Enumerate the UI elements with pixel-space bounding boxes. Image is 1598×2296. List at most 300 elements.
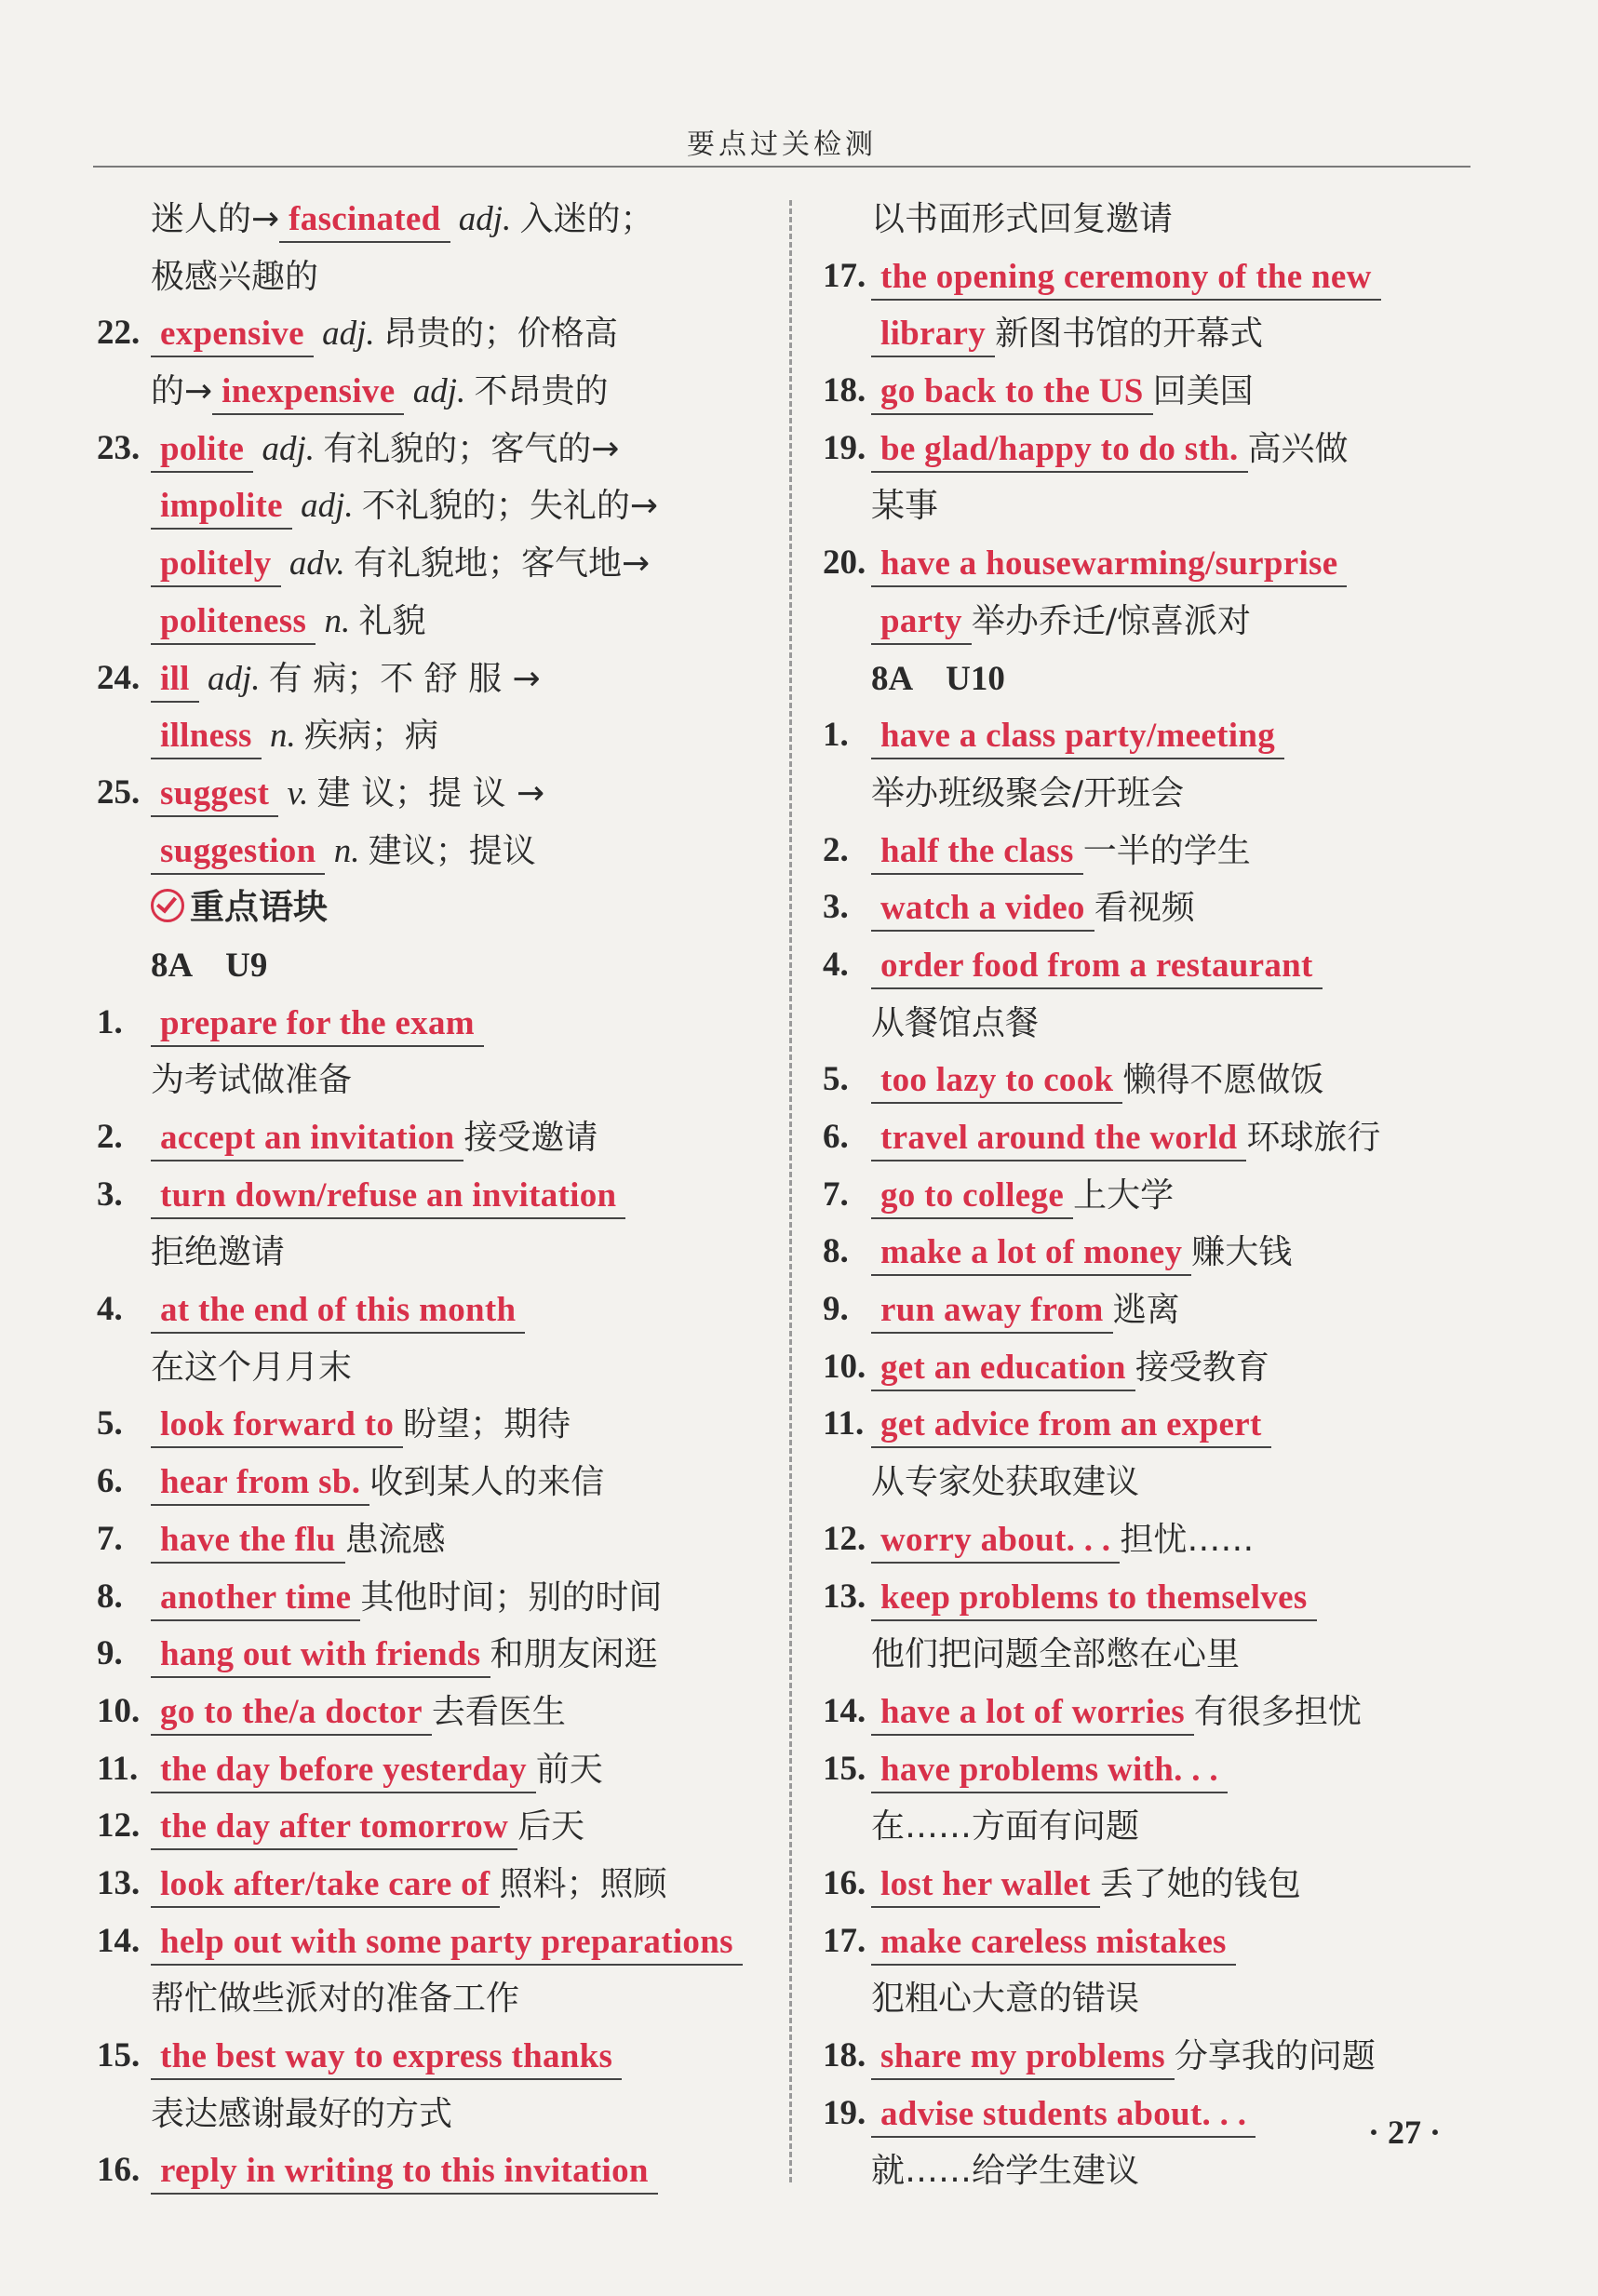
entry-text <box>151 1856 667 1913</box>
answer-blank: make a lot of money <box>871 1231 1191 1276</box>
entry-text <box>871 421 1349 477</box>
answer-blank: advise students about. . . <box>871 2093 1256 2138</box>
entry-text <box>151 1224 285 1281</box>
entry-text <box>871 2142 1139 2199</box>
item-number: 1. <box>823 716 849 755</box>
item-number: 24. <box>97 658 141 697</box>
answer-blank: have the flu <box>151 1519 345 1564</box>
entry-text <box>151 421 619 477</box>
entry-line <box>97 248 756 306</box>
entry-text <box>871 1454 1139 1511</box>
chinese-gloss: 迷人的→ <box>151 200 280 238</box>
entry-line <box>823 477 1485 535</box>
chinese-gloss: 建议；提议 <box>368 831 536 870</box>
answer-blank: look forward to <box>151 1403 403 1448</box>
entry-text <box>871 937 1323 993</box>
item-number: 11. <box>823 1404 865 1443</box>
entry-text <box>151 707 438 764</box>
answer-blank: suggestion <box>151 830 325 875</box>
item-number: 10. <box>823 1347 866 1386</box>
item-number: 12. <box>823 1519 866 1558</box>
chinese-gloss: 昂贵的；价格高 <box>383 315 618 354</box>
entry-line <box>823 1511 1485 1569</box>
answer-blank: illness <box>151 715 262 759</box>
answer-blank: have problems with. . . <box>871 1749 1228 1793</box>
answer-blank: too lazy to cook <box>871 1059 1122 1104</box>
item-number: 4. <box>97 1290 123 1329</box>
item-number: 16. <box>97 2151 141 2190</box>
entry-line <box>823 305 1485 363</box>
answer-blank: hang out with friends <box>151 1633 490 1678</box>
answer-blank: run away from <box>871 1289 1113 1334</box>
answer-blank: go back to the US <box>871 370 1153 415</box>
answer-blank: expensive <box>151 313 314 357</box>
chinese-gloss: 看视频 <box>1094 889 1195 928</box>
item-number: 10. <box>97 1691 141 1730</box>
part-of-speech: adv. <box>280 544 354 584</box>
answer-blank: get an education <box>871 1347 1135 1391</box>
answer-blank: have a lot of worries <box>871 1691 1194 1736</box>
entry-text <box>151 1282 525 1337</box>
entry-text <box>871 248 1381 304</box>
entry-text <box>151 1109 598 1166</box>
item-number: 15. <box>823 1749 866 1788</box>
entry-text <box>151 937 267 994</box>
entry-line <box>97 477 756 535</box>
part-of-speech: adj. <box>450 200 520 238</box>
answer-blank: suggest <box>151 772 278 817</box>
entry-text <box>871 879 1195 936</box>
item-number: 5. <box>97 1404 123 1443</box>
item-number: 7. <box>97 1519 123 1558</box>
chinese-gloss: 分享我的问题 <box>1174 2037 1376 2075</box>
entry-line <box>97 1913 756 1971</box>
entry-text <box>871 651 1005 707</box>
entry-text <box>871 1856 1301 1913</box>
entry-line <box>823 1167 1485 1225</box>
entry-text <box>871 1684 1362 1740</box>
entry-line <box>97 1741 756 1799</box>
entry-line <box>97 1282 756 1339</box>
item-number: 18. <box>823 371 866 410</box>
chinese-gloss: 举办班级聚会/开班会 <box>871 773 1185 812</box>
entry-line <box>97 995 756 1053</box>
answer-blank: order food from a restaurant <box>871 945 1323 989</box>
entry-line <box>97 421 756 478</box>
answer-blank: worry about. . . <box>871 1519 1120 1564</box>
answer-blank: the opening ceremony of the new <box>871 256 1381 301</box>
page-header: 要点过关检测 <box>687 128 877 161</box>
section-title: 重点语块 <box>190 887 328 928</box>
entry-text <box>151 363 608 420</box>
chinese-gloss: 疾病；病 <box>304 717 439 756</box>
entry-text <box>871 2086 1256 2142</box>
entry-line <box>823 823 1485 880</box>
item-number: 3. <box>97 1175 123 1214</box>
entry-line <box>97 2028 756 2086</box>
entry-text <box>871 707 1284 763</box>
chinese-gloss: 和朋友闲逛 <box>490 1635 658 1674</box>
entry-line <box>97 1454 756 1511</box>
entry-line <box>97 1109 756 1167</box>
entry-text <box>871 535 1347 591</box>
chinese-gloss: 拒绝邀请 <box>151 1233 286 1272</box>
chinese-gloss: 患流感 <box>344 1520 446 1559</box>
entry-text <box>151 823 536 879</box>
answer-blank: the day after tomorrow <box>151 1806 517 1850</box>
chinese-gloss: 不昂贵的 <box>474 372 609 411</box>
chinese-gloss: 担忧…… <box>1120 1520 1255 1559</box>
chinese-gloss: 照料；照顾 <box>499 1864 667 1903</box>
answer-blank: politely <box>151 543 281 587</box>
answer-blank: share my problems <box>871 2035 1175 2080</box>
entry-line <box>97 1684 756 1741</box>
entry-text <box>151 1511 446 1568</box>
entry-text <box>871 1167 1174 1224</box>
entry-text <box>871 1741 1228 1797</box>
entry-text <box>151 1798 584 1855</box>
item-number: 6. <box>823 1118 849 1156</box>
answer-blank: travel around the world <box>871 1117 1246 1161</box>
chinese-gloss: 高兴做 <box>1247 429 1349 468</box>
chinese-gloss: 有 病；不 舒 服 → <box>268 659 541 698</box>
chinese-gloss: 举办乔迁/惊喜派对 <box>971 601 1251 640</box>
answer-blank: prepare for the exam <box>151 1002 484 1047</box>
unit-heading: 8A U10 <box>871 659 1005 698</box>
answer-blank: inexpensive <box>212 370 404 415</box>
entry-text <box>151 1741 603 1798</box>
entry-text <box>151 651 541 707</box>
part-of-speech: v. <box>278 773 317 812</box>
entry-text <box>871 1282 1180 1338</box>
entry-text <box>871 1798 1139 1855</box>
part-of-speech: n. <box>261 717 304 756</box>
entry-text <box>151 765 544 822</box>
answer-blank: polite <box>151 428 253 473</box>
page-number: · 27 · <box>1368 2114 1442 2151</box>
entry-line <box>97 1339 756 1397</box>
entry-line <box>97 1167 756 1225</box>
answer-blank: help out with some party preparations <box>151 1921 743 1966</box>
entry-line <box>823 1684 1485 1741</box>
chinese-gloss: 以书面形式回复邀请 <box>871 200 1174 238</box>
entry-text <box>871 363 1254 420</box>
part-of-speech: adj. <box>291 487 362 526</box>
entry-line <box>97 823 756 880</box>
item-number: 13. <box>823 1577 866 1616</box>
item-number: 3. <box>823 888 849 927</box>
entry-text <box>151 248 318 305</box>
entry-text <box>151 1626 658 1683</box>
entry-line <box>823 651 1485 708</box>
entry-line <box>823 1109 1485 1167</box>
chinese-gloss: 接受邀请 <box>463 1119 598 1157</box>
item-number: 2. <box>823 830 849 869</box>
entry-line <box>823 1396 1485 1454</box>
chinese-gloss: 帮忙做些派对的准备工作 <box>151 1980 520 2019</box>
chinese-gloss: 新图书馆的开幕式 <box>995 315 1264 354</box>
entry-text <box>871 1339 1269 1396</box>
entry-line <box>823 1052 1485 1109</box>
item-number: 16. <box>823 1863 866 1902</box>
answer-blank: look after/take care of <box>151 1863 500 1908</box>
answer-blank: have a class party/meeting <box>871 715 1284 759</box>
check-icon <box>151 889 184 922</box>
entry-line <box>823 535 1485 593</box>
chinese-gloss: 建 议；提 议 → <box>316 773 545 812</box>
answer-blank: the day before yesterday <box>151 1749 536 1793</box>
entry-line <box>823 1856 1485 1913</box>
entry-line <box>97 305 756 363</box>
chinese-gloss: 一半的学生 <box>1082 831 1251 870</box>
answer-blank: lost her wallet <box>871 1863 1100 1908</box>
entry-text <box>151 1684 566 1740</box>
entry-line <box>823 1626 1485 1684</box>
entry-line <box>823 248 1485 306</box>
entry-text <box>151 2086 452 2142</box>
answer-blank: get advice from an expert <box>871 1403 1271 1448</box>
item-number: 11. <box>97 1749 139 1788</box>
item-number: 15. <box>97 2036 141 2074</box>
entry-text <box>871 823 1251 879</box>
answer-blank: have a housewarming/surprise <box>871 543 1347 587</box>
entry-line <box>97 593 756 651</box>
entry-line <box>97 2086 756 2143</box>
entry-line <box>97 1052 756 1109</box>
entry-line <box>97 2142 756 2200</box>
entry-line <box>823 707 1485 765</box>
item-number: 8. <box>97 1577 123 1616</box>
entry-text <box>151 995 484 1051</box>
entry-line <box>97 1511 756 1569</box>
item-number: 13. <box>97 1863 141 1902</box>
entry-text <box>151 1339 352 1396</box>
answer-blank: impolite <box>151 485 292 530</box>
chinese-gloss: 的→ <box>151 372 213 411</box>
entry-line <box>823 191 1485 248</box>
item-number: 19. <box>823 2093 866 2132</box>
entry-line <box>97 879 756 937</box>
entry-text <box>871 1396 1271 1452</box>
entry-text <box>151 1052 352 1108</box>
answer-blank: keep problems to themselves <box>871 1577 1317 1621</box>
chinese-gloss: 入迷的； <box>519 200 654 238</box>
answer-blank: another time <box>151 1577 360 1621</box>
answer-blank: accept an invitation <box>151 1117 463 1161</box>
entry-line <box>823 937 1485 995</box>
answer-blank: hear from sb. <box>151 1461 369 1506</box>
item-number: 25. <box>97 772 141 812</box>
entry-line <box>823 1569 1485 1627</box>
entry-text <box>871 1626 1240 1683</box>
answer-blank: be glad/happy to do sth. <box>871 428 1248 473</box>
entry-text <box>871 1970 1139 2027</box>
chinese-gloss: 从专家处获取建议 <box>871 1463 1140 1502</box>
entry-text <box>871 765 1184 822</box>
part-of-speech: adj. <box>253 429 324 468</box>
chinese-gloss: 有礼貌地；客气地→ <box>354 544 651 584</box>
entry-line <box>97 1396 756 1454</box>
entry-line <box>97 651 756 708</box>
answer-blank: go to the/a doctor <box>151 1691 432 1736</box>
item-number: 7. <box>823 1175 849 1214</box>
entry-line <box>97 1970 756 2028</box>
entry-text <box>151 305 618 362</box>
entry-line <box>823 1224 1485 1282</box>
item-number: 6. <box>97 1462 123 1501</box>
chinese-gloss: 极感兴趣的 <box>151 257 319 296</box>
entry-text <box>871 593 1251 650</box>
entry-text <box>151 1167 625 1223</box>
item-number: 23. <box>97 428 141 467</box>
entry-text <box>871 1511 1254 1568</box>
entry-line <box>823 1454 1485 1511</box>
entry-text <box>871 2028 1376 2085</box>
answer-blank: the best way to express thanks <box>151 2035 622 2080</box>
entry-line <box>823 1798 1485 1856</box>
answer-blank: party <box>871 600 972 645</box>
chinese-gloss: 丢了她的钱包 <box>1099 1864 1301 1903</box>
item-number: 2. <box>97 1118 123 1156</box>
part-of-speech: adj. <box>313 315 383 354</box>
part-of-speech: n. <box>325 831 369 870</box>
entry-text <box>151 593 425 650</box>
chinese-gloss: 不礼貌的；失礼的→ <box>361 487 659 526</box>
chinese-gloss: 后天 <box>517 1807 585 1846</box>
entry-text <box>151 1569 662 1626</box>
entry-text <box>151 879 328 935</box>
item-number: 9. <box>823 1290 849 1329</box>
chinese-gloss: 逃离 <box>1112 1291 1180 1330</box>
entry-line <box>97 765 756 823</box>
entry-line <box>823 765 1485 823</box>
chinese-gloss: 他们把问题全部憋在心里 <box>871 1635 1241 1674</box>
answer-blank: fascinated <box>279 198 450 243</box>
entry-line <box>823 1913 1485 1971</box>
chinese-gloss: 有很多担忧 <box>1193 1692 1362 1731</box>
entry-text <box>871 305 1263 362</box>
item-number: 17. <box>823 1921 866 1960</box>
entry-text <box>151 2142 658 2198</box>
chinese-gloss: 接受教育 <box>1135 1348 1269 1387</box>
entry-line <box>823 1339 1485 1397</box>
item-number: 14. <box>823 1691 866 1730</box>
item-number: 17. <box>823 256 866 295</box>
item-number: 19. <box>823 428 866 467</box>
item-number: 5. <box>823 1060 849 1099</box>
chinese-gloss: 前天 <box>535 1750 603 1789</box>
answer-blank: at the end of this month <box>151 1289 525 1334</box>
chinese-gloss: 收到某人的来信 <box>369 1463 605 1502</box>
entry-line <box>823 995 1485 1053</box>
chinese-gloss: 盼望；期待 <box>403 1405 571 1444</box>
chinese-gloss: 在这个月月末 <box>151 1348 353 1387</box>
item-number: 9. <box>97 1634 123 1673</box>
entry-line <box>97 1626 756 1684</box>
entry-line <box>97 1856 756 1913</box>
entry-line <box>823 363 1485 421</box>
chinese-gloss: 去看医生 <box>431 1692 566 1731</box>
answer-blank: ill <box>151 658 199 703</box>
entry-line <box>97 937 756 995</box>
item-number: 1. <box>97 1002 123 1041</box>
chinese-gloss: 懒得不愿做饭 <box>1122 1061 1324 1100</box>
entry-line <box>97 1224 756 1282</box>
entry-line <box>823 1741 1485 1799</box>
part-of-speech: n. <box>316 601 359 640</box>
answer-blank: library <box>871 313 995 357</box>
item-number: 18. <box>823 2036 866 2074</box>
left-column <box>97 191 756 2200</box>
entry-line <box>97 1569 756 1627</box>
entry-line <box>97 707 756 765</box>
entry-text <box>871 191 1173 248</box>
chinese-gloss: 回美国 <box>1152 372 1254 411</box>
entry-text <box>151 1970 519 2027</box>
entry-text <box>871 1224 1292 1281</box>
chinese-gloss: 有礼貌的；客气的→ <box>323 429 620 468</box>
entry-line <box>97 1798 756 1856</box>
entry-line <box>823 2028 1485 2086</box>
entry-text <box>871 477 938 534</box>
answer-blank: half the class <box>871 830 1083 875</box>
entry-text <box>871 1913 1236 1969</box>
answer-blank: turn down/refuse an invitation <box>151 1175 625 1219</box>
answer-blank: make careless mistakes <box>871 1921 1236 1966</box>
entry-line <box>823 879 1485 937</box>
part-of-speech: adj. <box>198 659 269 698</box>
entry-text <box>151 1396 571 1453</box>
answer-blank: politeness <box>151 600 316 645</box>
chinese-gloss: 上大学 <box>1073 1175 1175 1215</box>
item-number: 22. <box>97 314 141 353</box>
entry-line <box>823 1282 1485 1339</box>
item-number: 12. <box>97 1806 141 1846</box>
item-number: 20. <box>823 544 866 583</box>
entry-line <box>823 593 1485 651</box>
chinese-gloss: 犯粗心大意的错误 <box>871 1980 1140 2019</box>
part-of-speech: adj. <box>404 372 475 411</box>
entry-line <box>823 1970 1485 2028</box>
entry-text <box>151 191 654 248</box>
chinese-gloss: 就……给学生建议 <box>871 2152 1140 2191</box>
entry-text <box>151 1454 604 1511</box>
chinese-gloss: 赚大钱 <box>1191 1233 1293 1272</box>
item-number: 14. <box>97 1921 141 1960</box>
entry-line <box>97 363 756 421</box>
entry-text <box>151 477 658 534</box>
entry-text <box>151 1913 743 1969</box>
entry-line <box>97 535 756 593</box>
entry-line <box>97 191 756 248</box>
right-column <box>823 191 1485 2200</box>
column-divider <box>789 200 792 2182</box>
entry-text <box>151 535 650 592</box>
chinese-gloss: 从餐馆点餐 <box>871 1003 1040 1042</box>
entry-text <box>871 995 1039 1052</box>
chinese-gloss: 为考试做准备 <box>151 1061 353 1100</box>
item-number: 8. <box>823 1232 849 1271</box>
item-number: 4. <box>823 945 849 984</box>
answer-blank: watch a video <box>871 887 1094 932</box>
chinese-gloss: 某事 <box>871 487 939 526</box>
chinese-gloss: 其他时间；别的时间 <box>360 1578 663 1617</box>
answer-blank: go to college <box>871 1175 1073 1219</box>
chinese-gloss: 礼貌 <box>358 601 426 640</box>
entry-text <box>871 1052 1323 1108</box>
entry-line <box>823 421 1485 478</box>
header-rule <box>93 166 1470 168</box>
